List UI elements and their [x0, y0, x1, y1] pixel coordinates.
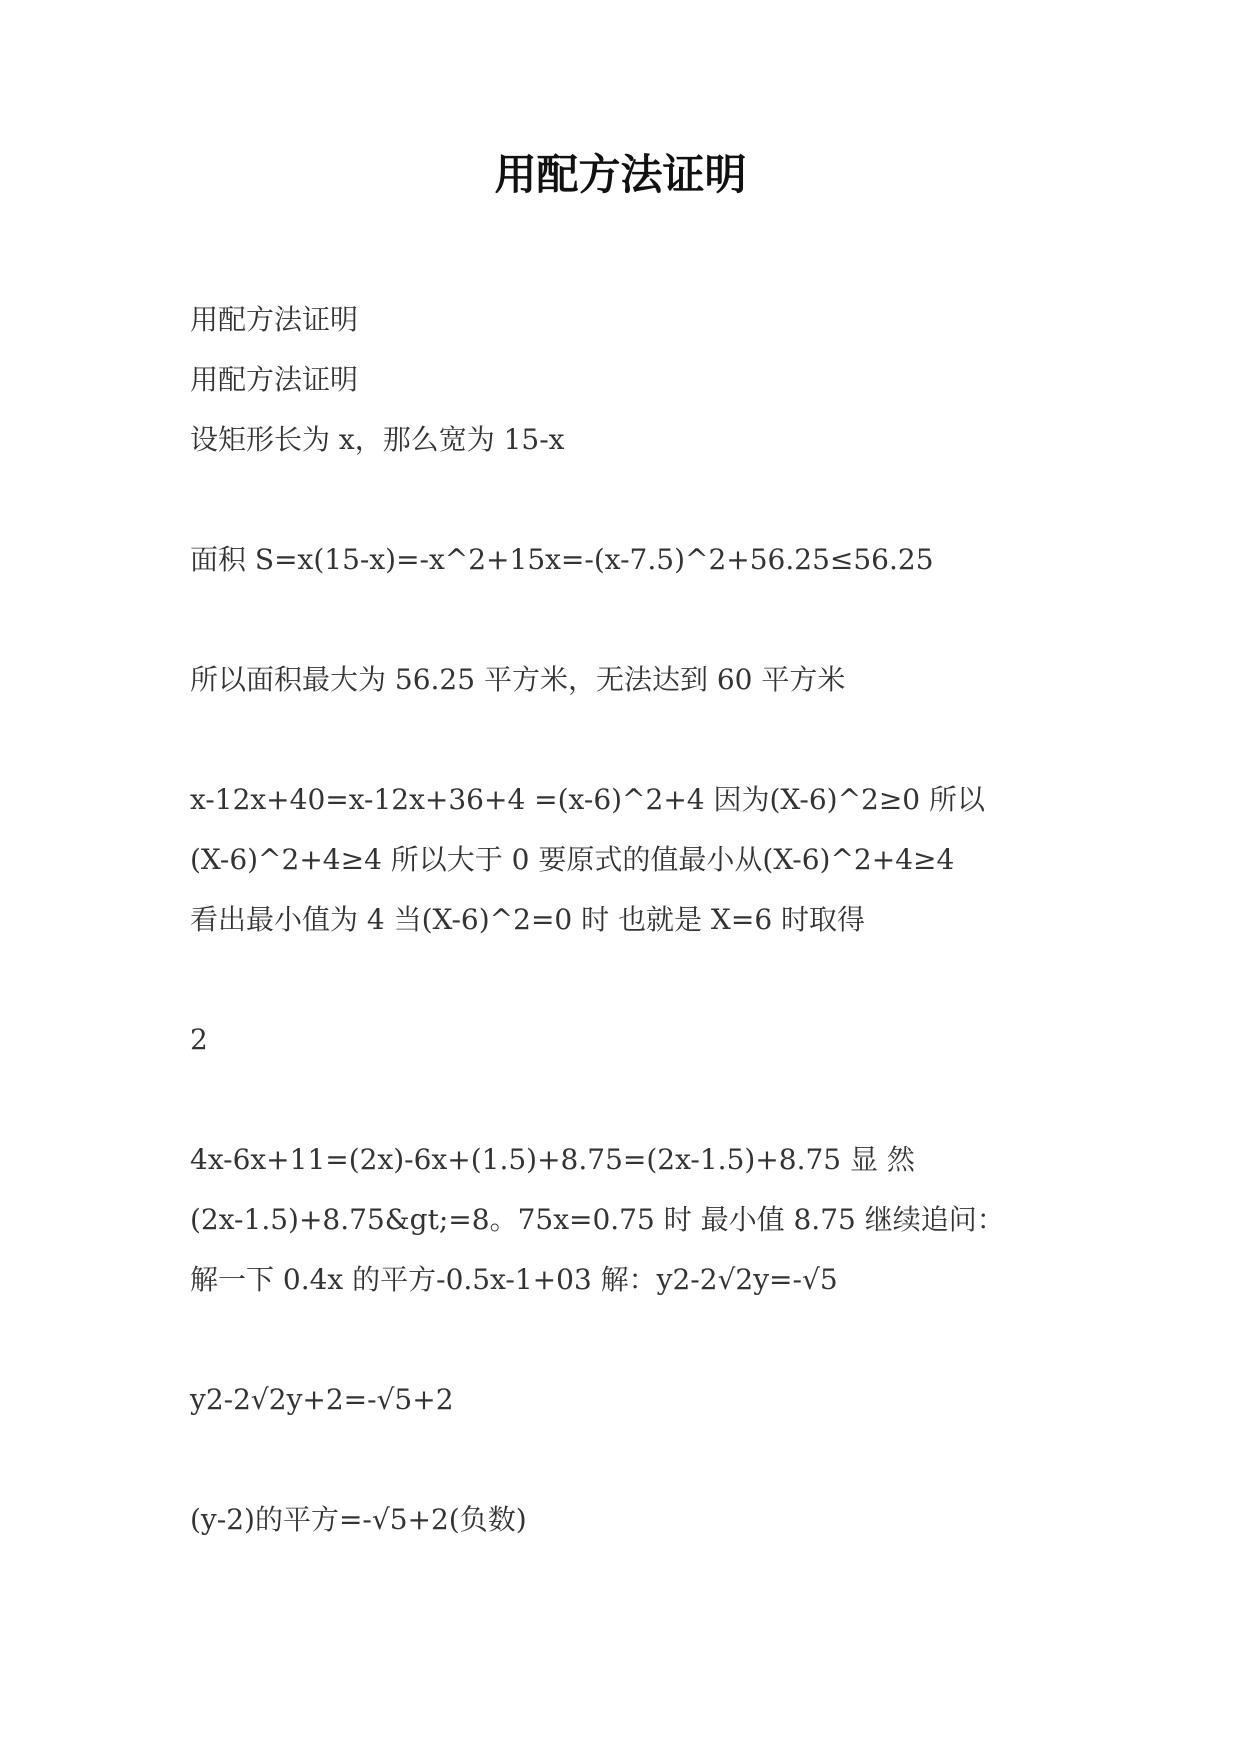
text-line-12: 解一下 0.4x 的平方-0.5x-1+03 解：y2-2√2y=-√5 [190, 1263, 838, 1296]
text-line-8: 看出最小值为 4 当(X-6)^2=0 时 也就是 X=6 时取得 [190, 903, 866, 936]
paragraph-spacer [190, 470, 1050, 530]
paragraph-spacer [190, 710, 1050, 770]
text-line-4: 面积 S=x(15-x)=-x^2+15x=-(x-7.5)^2+56.25≤56.25 [190, 543, 934, 576]
paragraph-spacer [190, 1430, 1050, 1490]
text-line-7: (X-6)^2+4≥4 所以大于 0 要原式的值最小从(X-6)^2+4≥4 [190, 843, 955, 876]
text-line-2: 用配方法证明 [190, 363, 359, 396]
text-line-5: 所以面积最大为 56.25 平方米，无法达到 60 平方米 [190, 663, 846, 696]
page-title: 用配方法证明 [494, 150, 747, 199]
text-line-3: 设矩形长为 x，那么宽为 15-x [190, 423, 565, 456]
text-line-1: 用配方法证明 [190, 303, 359, 336]
text-line-13: y2-2√2y+2=-√5+2 [190, 1383, 454, 1416]
text-line-14: (y-2)的平方=-√5+2(负数) [190, 1503, 527, 1536]
text-line-6: x-12x+40=x-12x+36+4 =(x-6)^2+4 因为(X-6)^2≥0 所以 [190, 783, 986, 816]
paragraph-spacer [190, 590, 1050, 650]
text-line-11: (2x-1.5)+8.75&gt;=8。75x=0.75 时 最小值 8.75 继续追问： [190, 1203, 1005, 1236]
text-line-9: 2 [190, 1023, 208, 1056]
paragraph-spacer [190, 950, 1050, 1010]
document-body [190, 290, 1050, 1550]
paragraph-spacer [190, 1070, 1050, 1130]
paragraph-spacer [190, 1310, 1050, 1370]
text-line-10: 4x-6x+11=(2x)-6x+(1.5)+8.75=(2x-1.5)+8.75 显 然 [190, 1143, 915, 1176]
